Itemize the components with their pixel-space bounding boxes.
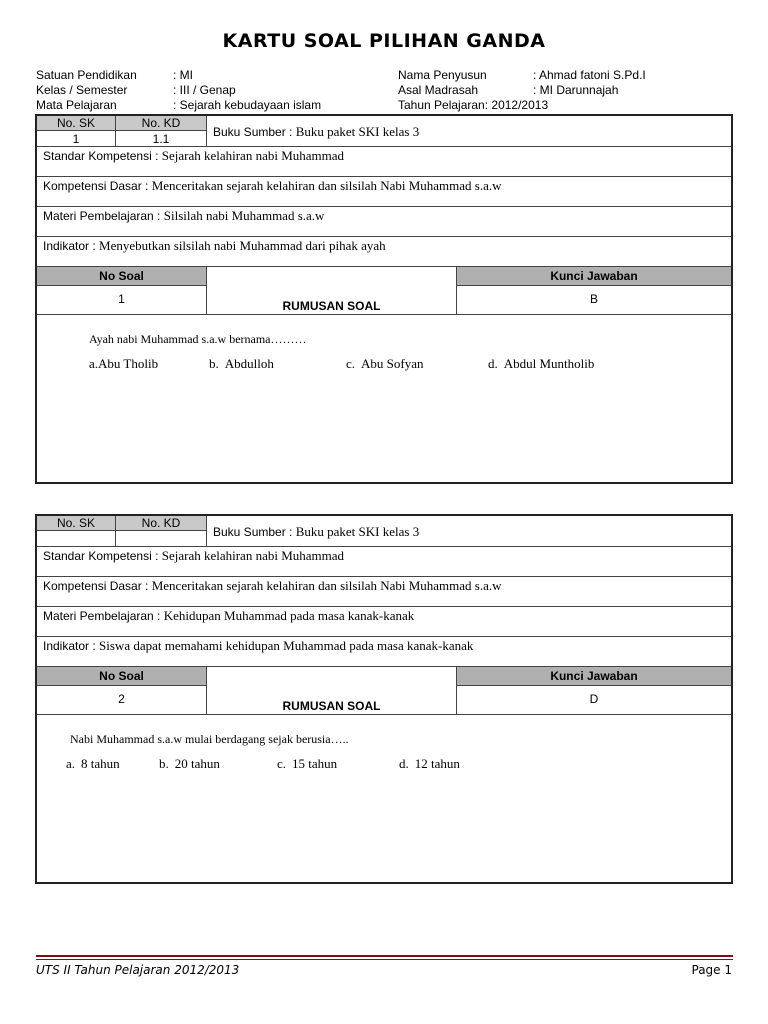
- kompetensi-dasar-row: [37, 177, 731, 207]
- materi-pembelajaran-label: Materi Pembelajaran :: [43, 609, 164, 623]
- meta-value: : MI Darunnajah: [533, 83, 619, 97]
- footer-rule: [36, 959, 733, 960]
- option-text: 20 tahun: [174, 756, 220, 771]
- standar-kompetensi-label: Standar Kompetensi :: [43, 549, 162, 563]
- page-number: Page 1: [691, 963, 732, 977]
- option-letter: a.: [89, 356, 99, 371]
- rumusan-soal-label: RUMUSAN SOAL: [282, 699, 381, 713]
- kompetensi-dasar-value: Menceritakan sejarah kelahiran dan silsilah Nabi Muhammad s.a.w: [151, 178, 502, 193]
- kompetensi-dasar-label: Kompetensi Dasar :: [43, 179, 152, 193]
- no-sk-label: No. SK: [37, 116, 115, 131]
- option-text: Abdul Muntholib: [503, 356, 595, 371]
- meta-row: [398, 83, 738, 98]
- option-letter: b.: [159, 756, 169, 771]
- question-text: Ayah nabi Muhammad s.a.w bernama………: [89, 332, 307, 346]
- materi-pembelajaran-label: Materi Pembelajaran :: [43, 209, 164, 223]
- kunci-jawaban-value: D: [589, 692, 599, 706]
- standar-kompetensi-value: Sejarah kelahiran nabi Muhammad: [161, 148, 345, 163]
- kunci-jawaban-cell: [456, 267, 731, 314]
- no-soal-value: 1: [118, 292, 125, 306]
- footer-rule: [36, 955, 733, 957]
- option-a: [89, 356, 158, 372]
- option-text: Abu Sofyan: [361, 356, 424, 371]
- card-header-row: [37, 516, 731, 547]
- materi-pembelajaran-row: [37, 607, 731, 637]
- meta-label: Nama Penyusun: [398, 68, 487, 82]
- page-title: KARTU SOAL PILIHAN GANDA: [222, 30, 546, 52]
- no-sk-cell: [37, 116, 116, 147]
- option-letter: d.: [399, 756, 409, 771]
- no-kd-cell: [116, 516, 207, 547]
- indikator-row: [37, 237, 731, 267]
- meta-value: : Ahmad fatoni S.Pd.I: [533, 68, 646, 82]
- meta-row: [36, 83, 376, 98]
- question-text: Nabi Muhammad s.a.w mulai berdagang sejak berusia…..: [70, 732, 349, 746]
- option-c: [346, 356, 424, 372]
- buku-sumber-label: Buku Sumber :: [213, 525, 296, 539]
- no-sk-value: 1: [72, 132, 80, 146]
- option-text: 15 tahun: [292, 756, 338, 771]
- option-b: [209, 356, 274, 372]
- option-text: Abdulloh: [224, 356, 274, 371]
- buku-sumber-value: Buku paket SKI kelas 3: [295, 124, 420, 139]
- question-card: [35, 514, 733, 884]
- meta-label: Kelas / Semester: [36, 83, 128, 97]
- option-text: Abu Tholib: [98, 356, 159, 371]
- no-soal-label: No Soal: [37, 267, 206, 286]
- meta-value: : MI: [173, 68, 193, 82]
- option-letter: d.: [488, 356, 498, 371]
- option-d: [399, 756, 460, 772]
- kompetensi-dasar-row: [37, 577, 731, 607]
- option-letter: a.: [66, 756, 76, 771]
- standar-kompetensi-value: Sejarah kelahiran nabi Muhammad: [161, 548, 345, 563]
- question-header-row: [37, 267, 731, 315]
- kompetensi-dasar-label: Kompetensi Dasar :: [43, 579, 152, 593]
- no-kd-value: [116, 531, 206, 547]
- indikator-label: Indikator :: [43, 239, 100, 253]
- meta-label: Satuan Pendidikan: [36, 68, 137, 82]
- buku-sumber: [213, 124, 419, 140]
- option-b: [159, 756, 220, 772]
- option-text: 12 tahun: [414, 756, 460, 771]
- footer-text: UTS II Tahun Pelajaran 2012/2013: [36, 963, 240, 977]
- indikator-label: Indikator :: [43, 639, 100, 653]
- option-c: [277, 756, 337, 772]
- option-letter: b.: [209, 356, 219, 371]
- buku-sumber-value: Buku paket SKI kelas 3: [295, 524, 420, 539]
- meta-right: [398, 68, 738, 113]
- kunci-jawaban-label: Kunci Jawaban: [457, 267, 731, 286]
- meta-row: [398, 98, 738, 113]
- no-sk-cell: [37, 516, 116, 547]
- no-kd-cell: [116, 116, 207, 147]
- kunci-jawaban-cell: [456, 667, 731, 714]
- meta-row: [36, 68, 376, 83]
- materi-pembelajaran-value: Kehidupan Muhammad pada masa kanak-kanak: [163, 608, 415, 623]
- meta-value: : III / Genap: [173, 83, 236, 97]
- no-soal-cell: [37, 667, 207, 714]
- option-a: [66, 756, 120, 772]
- no-kd-value: 1.1: [152, 132, 170, 146]
- question-header-row: [37, 667, 731, 715]
- buku-sumber: [213, 524, 419, 540]
- kunci-jawaban-value: B: [589, 292, 598, 306]
- no-sk-value: [37, 531, 115, 547]
- option-letter: c.: [346, 356, 356, 371]
- option-text: 8 tahun: [81, 756, 120, 771]
- no-sk-label: No. SK: [37, 516, 115, 531]
- meta-value: : Sejarah kebudayaan islam: [173, 98, 322, 112]
- kunci-jawaban-label: Kunci Jawaban: [457, 667, 731, 686]
- meta-row: [36, 98, 376, 113]
- kompetensi-dasar-value: Menceritakan sejarah kelahiran dan silsilah Nabi Muhammad s.a.w: [151, 578, 502, 593]
- indikator-value: Menyebutkan silsilah nabi Muhammad dari pihak ayah: [99, 238, 386, 253]
- no-kd-label: No. KD: [116, 116, 206, 131]
- question-card: [35, 114, 733, 484]
- card-header-row: [37, 116, 731, 147]
- no-soal-value: 2: [118, 692, 125, 706]
- standar-kompetensi-row: [37, 147, 731, 177]
- buku-sumber-label: Buku Sumber :: [213, 125, 296, 139]
- indikator-value: Siswa dapat memahami kehidupan Muhammad pada masa kanak-kanak: [99, 638, 474, 653]
- meta-row: [398, 68, 738, 83]
- meta-label: Tahun Pelajaran: 2012/2013: [398, 98, 549, 112]
- materi-pembelajaran-row: [37, 207, 731, 237]
- materi-pembelajaran-value: Silsilah nabi Muhammad s.a.w: [163, 208, 325, 223]
- standar-kompetensi-label: Standar Kompetensi :: [43, 149, 162, 163]
- rumusan-soal-label: RUMUSAN SOAL: [282, 299, 381, 313]
- no-soal-label: No Soal: [37, 667, 206, 686]
- meta-label: Mata Pelajaran: [36, 98, 117, 112]
- option-letter: c.: [277, 756, 287, 771]
- option-d: [488, 356, 594, 372]
- no-soal-cell: [37, 267, 207, 314]
- meta-left: [36, 68, 376, 113]
- no-kd-label: No. KD: [116, 516, 206, 531]
- meta-label: Asal Madrasah: [398, 83, 479, 97]
- standar-kompetensi-row: [37, 547, 731, 577]
- indikator-row: [37, 637, 731, 667]
